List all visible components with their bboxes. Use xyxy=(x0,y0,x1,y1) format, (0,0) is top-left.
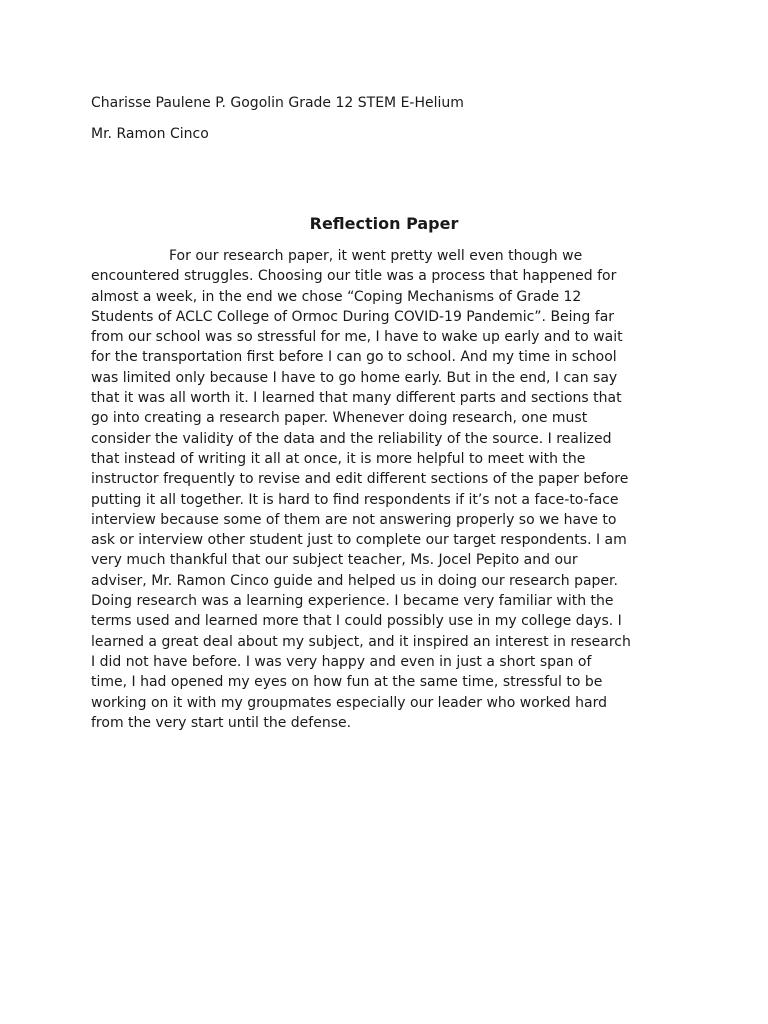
body-line: Doing research was a learning experience. I became very familiar with the xyxy=(91,593,614,610)
body-line: from the very start until the defense. xyxy=(91,714,352,731)
body-line: terms used and learned more that I could possibly use in my college days. I xyxy=(91,613,622,630)
body-line: consider the validity of the data and the reliability of the source. I realized xyxy=(91,430,612,447)
body-line: very much thankful that our subject teacher, Ms. Jocel Pepito and our xyxy=(91,552,578,569)
body-line: instructor frequently to revise and edit different sections of the paper before xyxy=(91,471,629,488)
body-line: for the transportation first before I can go to school. And my time in school xyxy=(91,349,617,366)
body-line: ask or interview other student just to complete our target respondents. I am xyxy=(91,532,627,549)
body-line: almost a week, in the end we chose “Coping Mechanisms of Grade 12 xyxy=(91,288,582,305)
body-line: time, I had opened my eyes on how fun at the same time, stressful to be xyxy=(91,674,603,691)
body-line: I did not have before. I was very happy and even in just a short span of xyxy=(91,653,592,670)
body-line: was limited only because I have to go home early. But in the end, I can say xyxy=(91,369,618,386)
body-line: from our school was so stressful for me, I have to wake up early and to wait xyxy=(91,329,623,346)
body-line: Students of ACLC College of Ormoc During COVID-19 Pandemic”. Being far xyxy=(91,308,615,325)
author-line: Charisse Paulene P. Gogolin Grade 12 STEM E-Helium xyxy=(91,95,464,111)
body-line: adviser, Mr. Ramon Cinco guide and helped us in doing our research paper. xyxy=(91,572,618,589)
body-paragraph xyxy=(91,246,691,733)
body-line: that it was all worth it. I learned that many different parts and sections that xyxy=(91,390,622,407)
body-line: go into creating a research paper. Whenever doing research, one must xyxy=(91,410,588,427)
body-line: working on it with my groupmates especially our leader who worked hard xyxy=(91,694,607,711)
body-line: learned a great deal about my subject, and it inspired an interest in research xyxy=(91,633,631,650)
document-title: Reflection Paper xyxy=(309,214,459,233)
teacher-line: Mr. Ramon Cinco xyxy=(91,126,209,142)
body-line: For our research paper, it went pretty well even though we xyxy=(169,248,583,264)
body-line: interview because some of them are not answering properly so we have to xyxy=(91,511,617,528)
body-line: putting it all together. It is hard to find respondents if it’s not a face-to-face xyxy=(91,491,619,508)
body-line: that instead of writing it all at once, it is more helpful to meet with the xyxy=(91,450,586,467)
body-line: encountered struggles. Choosing our title was a process that happened for xyxy=(91,268,617,285)
